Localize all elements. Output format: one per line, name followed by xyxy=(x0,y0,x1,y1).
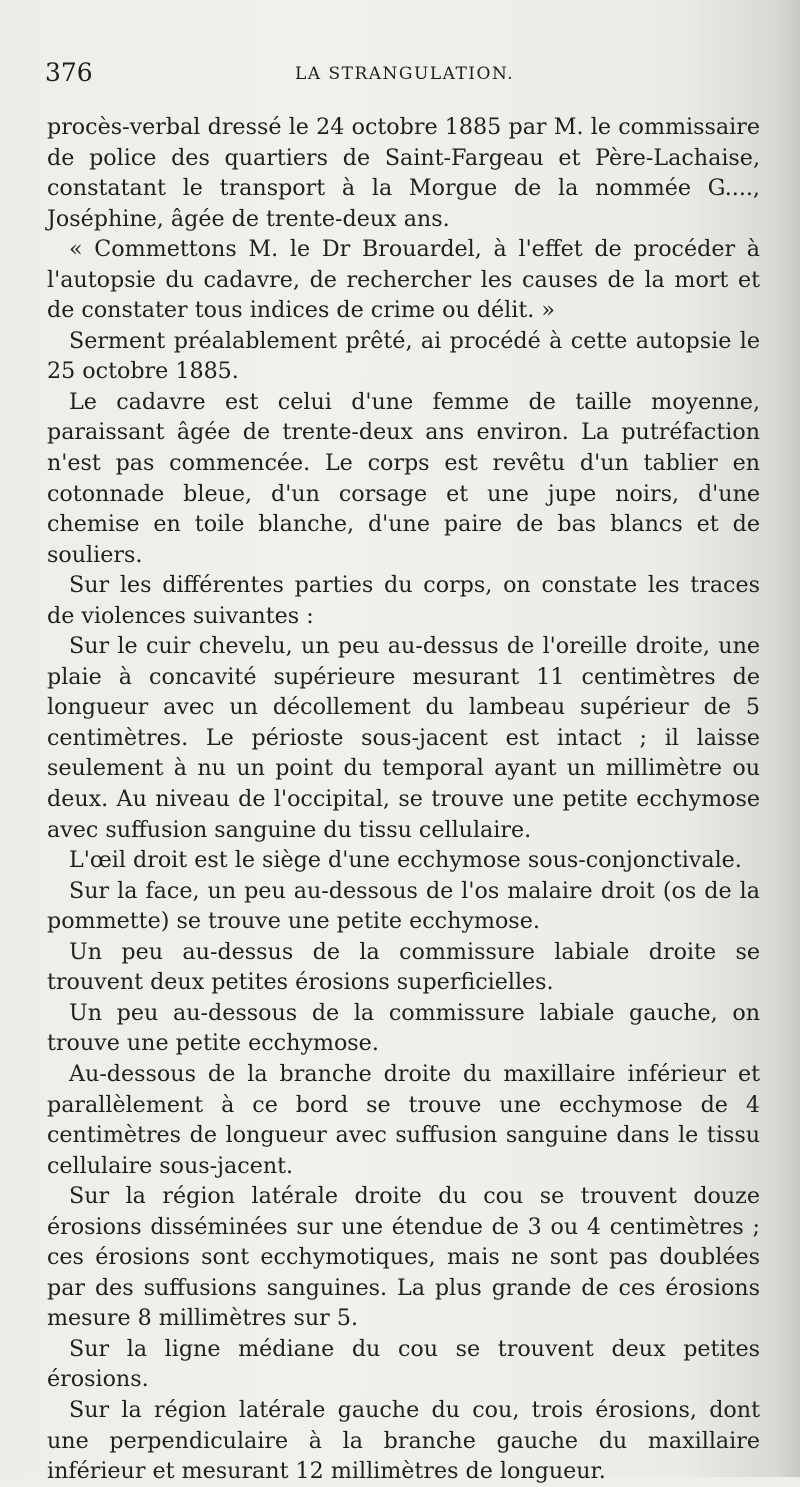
paragraph: Serment préalablement prêté, ai procédé à cette autopsie le 25 octobre 1885. xyxy=(47,327,760,385)
paragraph: Le cadavre est celui d'une femme de taille moyenne, paraissant âgée de trente-deux ans environ. La putréfaction n'est pas commencée. Le corps est revêtu d'un tablier en cotonnade bleue, d'un corsage et une jupe noirs, d'une chemise en toile blanche, d'une paire de bas blancs et de souliers. xyxy=(47,388,760,568)
paragraph: Sur le cuir chevelu, un peu au-dessus de l'oreille droite, une plaie à concavité supérieure mesurant 11 centimètres de longueur avec un décollement du lambeau supérieur de 5 centimètres. Le périoste sous-jacent est intact ; il laisse seulement à nu un point du temporal ayant un millimètre ou deux. Au niveau de l'occipital, se trouve une petite ecchymose avec suffusion sanguine du tissu cellulaire. xyxy=(47,633,760,843)
paragraph: Sur la ligne médiane du cou se trouvent deux petites érosions. xyxy=(47,1335,760,1393)
running-title: LA STRANGULATION. xyxy=(295,64,515,84)
page-number: 376 xyxy=(45,58,93,87)
paragraph: Sur la face, un peu au-dessous de l'os malaire droit (os de la pommette) se trouve une petite ecchymose. xyxy=(47,877,760,935)
paragraph: Un peu au-dessus de la commissure labiale droite se trouvent deux petites érosions superficielles. xyxy=(47,938,760,996)
page-header xyxy=(45,58,755,94)
paragraph: procès-verbal dressé le 24 octobre 1885 par M. le commissaire de police des quartiers de Saint-Fargeau et Père-Lachaise, constatant le transport à la Morgue de la nommée G...., Joséphine, âgée de trente-deux ans. xyxy=(47,114,760,232)
paragraph: « Commettons M. le Dr Brouardel, à l'effet de procéder à l'autopsie du cadavre, de rechercher les causes de la mort et de constater tous indices de crime ou délit. » xyxy=(47,236,760,324)
paragraph: Un peu au-dessous de la commissure labiale gauche, on trouve une petite ecchymose. xyxy=(47,999,760,1057)
paragraph: L'œil droit est le siège d'une ecchymose sous-conjonctivale. xyxy=(69,847,742,874)
paragraph: Sur les différentes parties du corps, on constate les traces de violences suivantes : xyxy=(47,572,760,629)
paragraph: Sur la région latérale gauche du cou, trois érosions, dont une perpendiculaire à la branche gauche du maxillaire inférieur et mesurant 12 millimètres de longueur. xyxy=(47,1396,760,1485)
paragraph: Sur la région latérale droite du cou se trouvent douze érosions disséminées sur une étendue de 3 ou 4 centimètres ; ces érosions sont ecchymotiques, mais ne sont pas doublées par des suffusions sanguines. La plus grande de ces érosions mesure 8 millimètres sur 5. xyxy=(47,1183,760,1332)
body-text xyxy=(47,112,760,1487)
paragraph: Au-dessous de la branche droite du maxillaire inférieur et parallèlement à ce bord se trouve une ecchymose de 4 centimètres de longueur avec suffusion sanguine dans le tissu cellulaire sous-jacent. xyxy=(47,1060,760,1179)
